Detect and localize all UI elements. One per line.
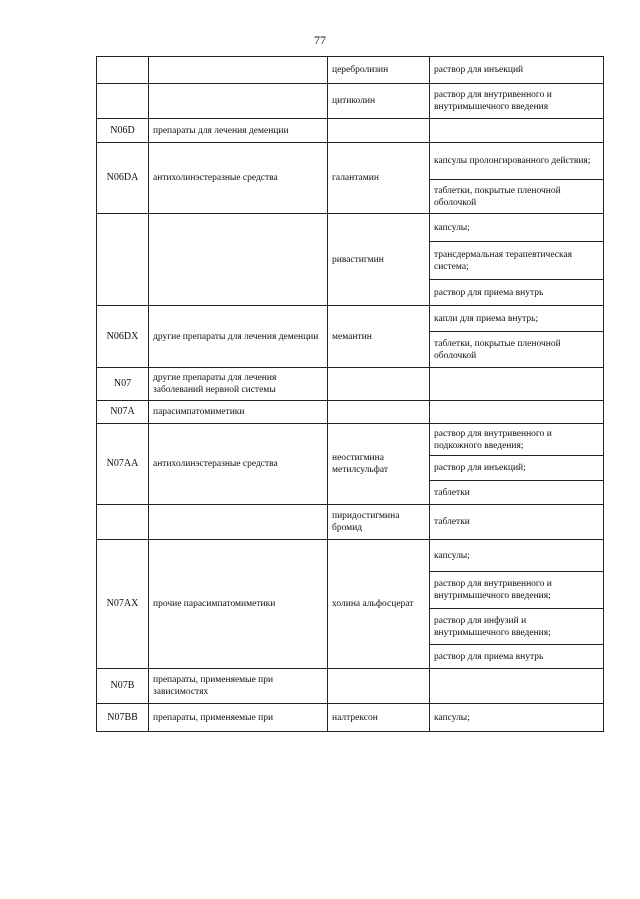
table-row: [97, 401, 604, 424]
dosage-form-cell: раствор для инъекций;: [430, 456, 604, 481]
group-name-cell: [149, 84, 328, 119]
table-row: [97, 540, 604, 572]
page-number: 77: [314, 33, 326, 47]
substance-cell: [328, 401, 430, 424]
substance-cell: холина альфосцерат: [328, 540, 430, 669]
dosage-form-cell: трансдермальная терапевтическая система;: [430, 242, 604, 280]
dosage-form-cell: таблетки: [430, 505, 604, 540]
group-name-cell: препараты для лечения деменции: [149, 119, 328, 143]
atc-code-cell: N07A: [97, 401, 149, 424]
group-name-cell: парасимпатомиметики: [149, 401, 328, 424]
group-name-cell: препараты, применяемые при: [149, 704, 328, 732]
atc-code-cell: N06DX: [97, 306, 149, 368]
dosage-form-cell: раствор для внутривенного и внутримышечного введения;: [430, 572, 604, 609]
table-row: [97, 505, 604, 540]
table-row: [97, 84, 604, 119]
atc-code-cell: N07BB: [97, 704, 149, 732]
group-name-cell: [149, 214, 328, 306]
group-name-cell: другие препараты для лечения заболеваний нервной системы: [149, 368, 328, 401]
table-row: [97, 704, 604, 732]
table-row: [97, 424, 604, 456]
substance-cell: церебролизин: [328, 57, 430, 84]
dosage-form-cell: [430, 368, 604, 401]
atc-code-cell: [97, 505, 149, 540]
substance-cell: мемантин: [328, 306, 430, 368]
table-row: [97, 119, 604, 143]
substance-cell: галантамин: [328, 143, 430, 214]
atc-code-cell: N07B: [97, 669, 149, 704]
substance-cell: цитиколин: [328, 84, 430, 119]
atc-code-cell: [97, 84, 149, 119]
substance-cell: [328, 669, 430, 704]
dosage-form-cell: раствор для приема внутрь: [430, 645, 604, 669]
atc-code-cell: [97, 57, 149, 84]
group-name-cell: прочие парасимпатомиметики: [149, 540, 328, 669]
dosage-form-cell: [430, 669, 604, 704]
table-row: [97, 306, 604, 332]
group-name-cell: [149, 505, 328, 540]
group-name-cell: антихолинэстеразные средства: [149, 424, 328, 505]
dosage-form-cell: [430, 401, 604, 424]
table-row: [97, 669, 604, 704]
substance-cell: пиридостигмина бромид: [328, 505, 430, 540]
group-name-cell: другие препараты для лечения деменции: [149, 306, 328, 368]
drug-table: [96, 56, 604, 732]
dosage-form-cell: капсулы;: [430, 704, 604, 732]
atc-code-cell: N07AX: [97, 540, 149, 669]
table-row: [97, 214, 604, 242]
dosage-form-cell: раствор для приема внутрь: [430, 280, 604, 306]
dosage-form-cell: раствор для инъекций: [430, 57, 604, 84]
atc-code-cell: [97, 214, 149, 306]
dosage-form-cell: капсулы;: [430, 540, 604, 572]
dosage-form-cell: раствор для внутривенного и внутримышечного введения: [430, 84, 604, 119]
atc-code-cell: N07AA: [97, 424, 149, 505]
dosage-form-cell: [430, 119, 604, 143]
group-name-cell: препараты, применяемые при зависимостях: [149, 669, 328, 704]
table-row: [97, 143, 604, 180]
dosage-form-cell: таблетки, покрытые пленочной оболочкой: [430, 332, 604, 368]
atc-code-cell: N07: [97, 368, 149, 401]
substance-cell: ривастигмин: [328, 214, 430, 306]
dosage-form-cell: таблетки, покрытые пленочной оболочкой: [430, 180, 604, 214]
substance-cell: [328, 368, 430, 401]
dosage-form-cell: капсулы;: [430, 214, 604, 242]
dosage-form-cell: раствор для инфузий и внутримышечного введения;: [430, 609, 604, 645]
atc-code-cell: N06D: [97, 119, 149, 143]
dosage-form-cell: капли для приема внутрь;: [430, 306, 604, 332]
atc-code-cell: N06DA: [97, 143, 149, 214]
dosage-form-cell: раствор для внутривенного и подкожного введения;: [430, 424, 604, 456]
dosage-form-cell: таблетки: [430, 481, 604, 505]
substance-cell: [328, 119, 430, 143]
table-row: [97, 368, 604, 401]
substance-cell: налтрексон: [328, 704, 430, 732]
group-name-cell: [149, 57, 328, 84]
dosage-form-cell: капсулы пролонгированного действия;: [430, 143, 604, 180]
table-row: [97, 57, 604, 84]
substance-cell: неостигмина метилсульфат: [328, 424, 430, 505]
group-name-cell: антихолинэстеразные средства: [149, 143, 328, 214]
